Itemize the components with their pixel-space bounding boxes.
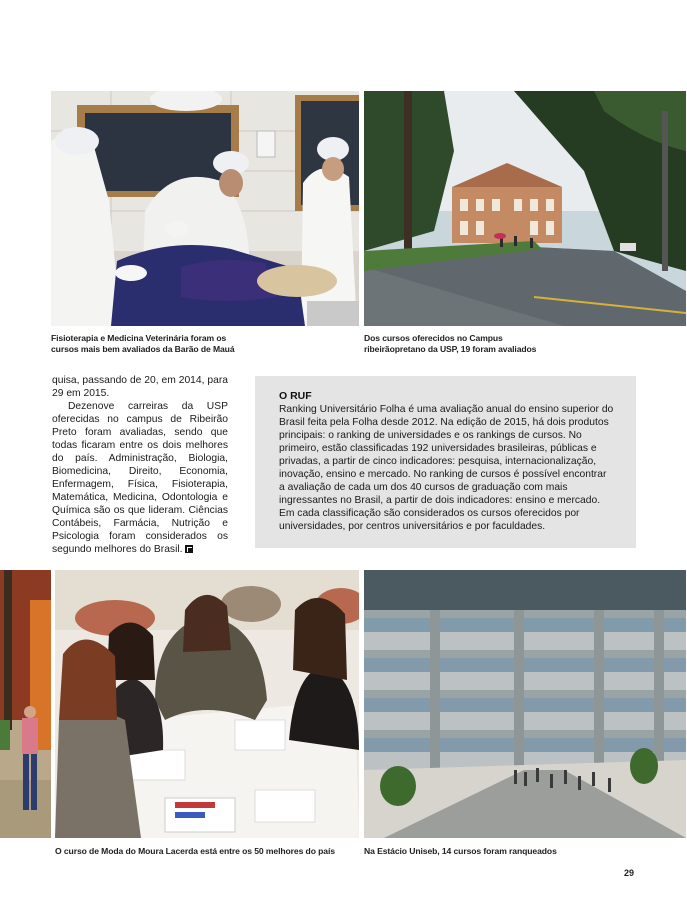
caption-usp-campus: Dos cursos oferecidos no Campus ribeirãopretano da USP, 19 foram avaliados xyxy=(364,333,537,354)
photo-usp-campus xyxy=(364,91,686,326)
article-body xyxy=(52,374,228,556)
end-of-article-icon xyxy=(185,545,193,553)
article-paragraph: Dezenove carreiras da USP oferecidas no campus de Ribeirão Preto foram avaliadas, sendo que todas ficaram entre os dois melhores do país. Administração, Biologia, Biomedicina, Direito, Economia, Enfermagem, Física, Fisioterapia, Matemática, Medicina, Odontologia e Química são os que lideram. Ciências Contábeis, Farmácia, Nutrição e Psicologia foram considerados os segundo melhores do Brasil. xyxy=(52,401,228,555)
caption-veterinary-lab: Fisioterapia e Medicina Veterinária foram os cursos mais bem avaliados da Barão de Mauá xyxy=(51,333,235,354)
caption-estacio-atrium: Na Estácio Uniseb, 14 cursos foram ranqueados xyxy=(364,846,557,856)
photo-veterinary-lab xyxy=(51,91,359,326)
box-text: Ranking Universitário Folha é uma avaliação anual do ensino superior do Brasil feita pela Folha desde 2012. Na edição de 2015, há dois produtos principais: o ranking de universidades e os rankings de cursos. No primeiro, estão classificadas 192 universidades brasileiras, públicas e privadas, a partir de cinco indicadores: pesquisa, internacionalização, inovação, ensino e mercado. No ranking de cursos é possível encontrar a avaliação de cada um dos 40 cursos de graduação com mais ingressantes no Brasil, a partir de dois indicadores: ensino e mercado. Em cada classificação são considerados os cursos oferecidos por universidades, por centros universitários e por faculdades. xyxy=(279,404,614,532)
article-paragraph: quisa, passando de 20, em 2014, para 29 em 2015. xyxy=(52,375,228,399)
box-title: O RUF xyxy=(279,390,312,402)
page-number: 29 xyxy=(624,868,635,878)
ruf-info-box xyxy=(255,376,636,548)
photo-narrow-street xyxy=(0,570,51,838)
photo-estacio-atrium xyxy=(364,570,686,838)
photo-fashion-students xyxy=(55,570,359,838)
caption-fashion-students: O curso de Moda do Moura Lacerda está entre os 50 melhores do país xyxy=(55,846,335,856)
